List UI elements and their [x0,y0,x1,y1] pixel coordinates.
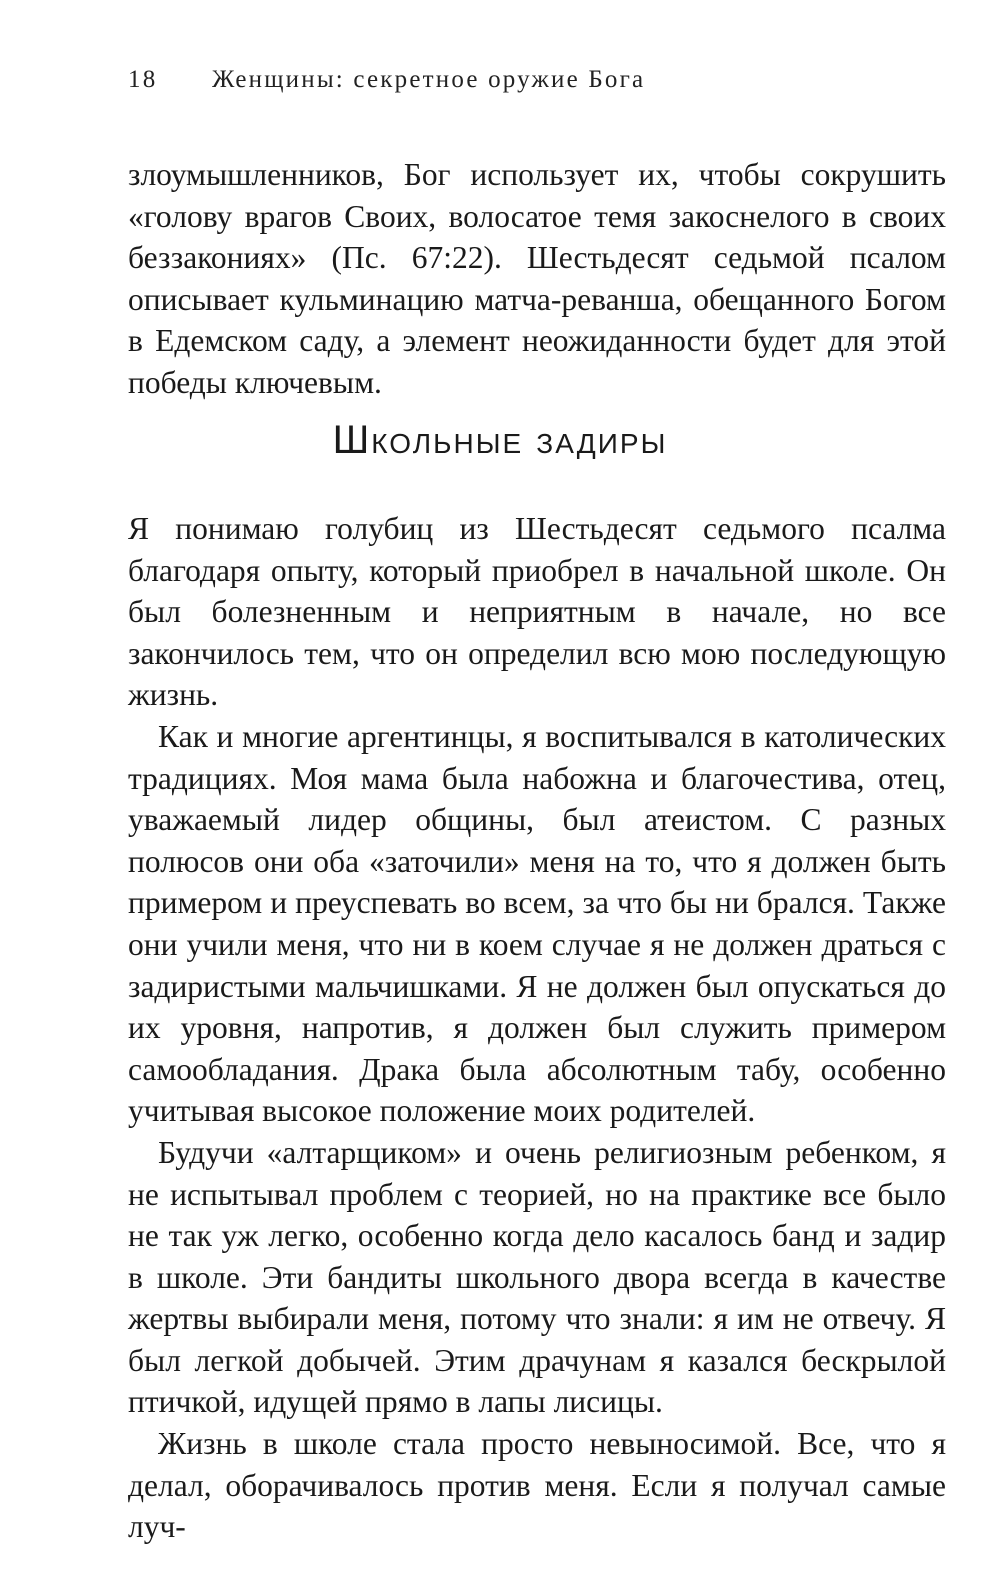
page-number: 18 [128,66,158,93]
continuation-paragraph: злоумышленников, Бог использует их, чтобы сокрушить «голову врагов Своих, волосатое темя закоснелого в своих беззакониях» (Пс. 67:22). Шестьдесят седьмой псалом описывает кульминацию матча-реванша, обещанного Богом в Едемском саду, а элемент неожиданности будет для этой победы ключевым. [128,157,946,400]
paragraph-4: Жизнь в школе стала просто невыносимой. Все, что я делал, оборачивалось против меня. Если я получал самые луч- [128,1426,946,1545]
running-head [128,66,888,100]
paragraph-2: Как и многие аргентинцы, я воспитывался в католических традициях. Моя мама была набожна и благочестива, отец, уважаемый лидер общины, был атеистом. С разных полюсов они оба «заточили» меня на то, что я должен быть примером и преуспевать во всем, за что бы ни брался. Также они учили меня, что ни в коем случае я не должен драться с задиристыми мальчишками. Я не должен был опускаться до их уровня, напротив, я должен был служить примером самообладания. Драка была абсолютным табу, особенно учитывая высокое положение моих родителей. [128,718,946,1129]
section-heading [0,418,1000,476]
section-heading-text: Школьные задиры [332,418,668,462]
text-block-main [128,508,946,1548]
paragraph-1: Я понимаю голубиц из Шестьдесят седьмого псалма благодаря опыту, который приобрел в начальной школе. Он был болезненным и неприятным в начале, но все закончилось тем, что он определил всю мою последующую жизнь. [128,511,946,713]
running-head-title: Женщины: секретное оружие Бога [212,66,646,93]
text-block-top [128,154,946,404]
paragraph-3: Будучи «алтарщиком» и очень религиозным ребенком, я не испытывал проблем с теорией, но на практике все было не так уж легко, особенно когда дело касалось банд и задир в школе. Эти бандиты школьного двора всегда в качестве жертвы выбирали меня, потому что знали: я им не отвечу. Я был легкой добычей. Этим драчунам я казался бескрылой птичкой, идущей прямо в лапы лисицы. [128,1134,946,1420]
